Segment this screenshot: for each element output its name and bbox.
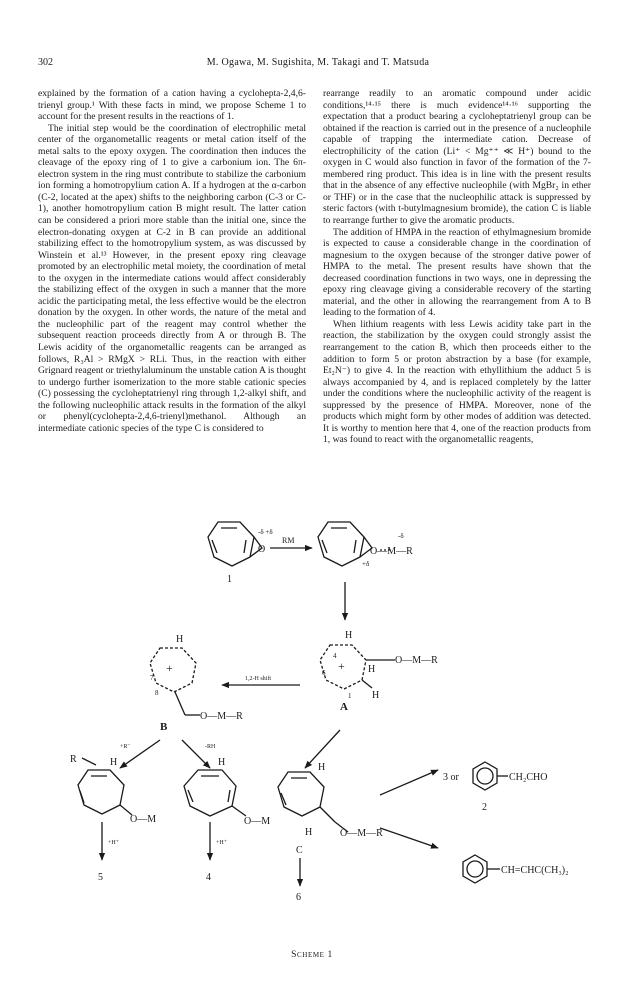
hydrogen-label: H (372, 690, 380, 701)
hydrogen-label: H (176, 634, 184, 645)
reaction-scheme (0, 510, 624, 990)
hydrogen-label: H (110, 757, 118, 768)
scheme-caption: Scheme 1 (291, 950, 333, 960)
c-omr-label: O—M—R (340, 828, 383, 839)
delta-right-label: -δ (398, 532, 404, 540)
plus-label: + (338, 659, 345, 673)
om-label: O—M (244, 816, 271, 827)
cation-c-label: C (296, 845, 303, 856)
three-or-label: 3 or (443, 772, 459, 783)
compound-4-label: 4 (206, 872, 211, 883)
page-number: 302 (38, 57, 53, 68)
delta-top-label: -δ +δ (258, 528, 273, 536)
hydrogen-label: H (368, 664, 376, 675)
cation-b-omr-label: O—M—R (200, 711, 243, 722)
cation-a-label: A (340, 701, 348, 713)
atom-number: 4 (333, 652, 337, 660)
running-title: M. Ogawa, M. Sugishita, M. Takagi and T. Matsuda (206, 57, 430, 68)
paragraph: The initial step would be the coordination of electrophilic metal center of the organometallic reagents or metal cation itself of the metal salts to the epoxy oxygen. The coordination then induces the cleavage of the epoxy ring of 1 to give a carbonium ion. The 6π-electron system in the ring must contribute to stabilize the carbonium ion forming a homotropylium cation A. If a hydrogen at the α-carbon (C-2, located at the apex) shifts to the neighboring carbon (C-3 or C-1), another homotropylium cation B might result. The latter cation can be considered a priori more stable than the initial one, since the electron-donating oxygen at C-2 in B can provide an additional stabilizing effect to the homotropylium system, as was discussed by Winstein et al.¹³ However, in the present epoxy ring cleavage promoted by an electrophilic metal moiety, the coordination of metal to the oxygen in the intermediate cations would affect considerably the stabilizing effect of the oxygen in such a manner that the more acidic the participating metal, the less effective would be the electron donation by the oxygen. In other words, the nature of the metal and the nucleophilic part of the reagent may control whether the subsequent reaction proceeds directly from A or through B. The Lewis acidity of the organometallic reagents can be arranged as follows, R₃Al > RMgX > RLi. Thus, in the reaction with either Grignard reagent or triethylaluminum the unstable cation A is thought to undergo further isomerization to the more stable cationic species (C) possessing the cycloheptatrienyl ring through 1,2-alkyl shift, and the following nucleophilic attack results in the formation of the alkyl or phenyl(cyclohepta-2,4,6-trienyl)methanol. Although an intermediate cationic species of the type C is considered to (38, 122, 306, 434)
atom-number: 6 (322, 669, 326, 677)
h-shift-label: 1,2-H shift (245, 676, 271, 682)
compound-1-label: 1 (227, 574, 232, 585)
hydrogen-label: H (305, 827, 313, 838)
reagent-label: +R⁻ (120, 744, 131, 750)
plus-delta-label: +δ (362, 560, 370, 568)
atom-number: 7 (150, 674, 154, 682)
reagent-label: -RH (205, 744, 216, 750)
hydrogen-label: H (345, 630, 353, 641)
atom-number: 1 (348, 692, 352, 700)
cation-a-omr-label: O—M—R (395, 655, 438, 666)
om-label: O—M (130, 814, 157, 825)
reagent-label: RM (282, 536, 295, 545)
oxygen-label: O (258, 544, 266, 555)
paragraph: rearrange readily to an aromatic compound under acidic conditions,¹⁴·¹⁵ there is much evidence¹⁴·¹⁶ supporting the expectation that a product bearing a cycloheptatrienyl group can be obtained if the reaction is carried out in the presence of a nucleophile capable of trapping the intermediate cation. Decrease of electrophilicity of the cation (Li⁺ < Mg⁺⁺ ≪ H⁺) bound to the oxygen in C would also function in favor of the formation of the 7-membered ring product. This idea is in line with the present results that in the absence of any effective nucleophile (with MgBr₂ in ether or THF) or in the case that the nucleophilic attack is suppressed by steric factors (with t-butylmagnesium bromide), the cation C is liable to rearrange further to give the aromatic products. (323, 88, 591, 227)
left-column (38, 88, 306, 434)
complex-label: O—M—R (370, 546, 413, 557)
cation-b-label: B (160, 721, 168, 733)
alkene-label: CH=CHC(CH₃)₂ (501, 865, 569, 876)
hydrogen-label: H (318, 762, 326, 773)
page-header (38, 57, 598, 71)
reagent-label: +H⁺ (216, 840, 227, 846)
paragraph: When lithium reagents with less Lewis acidity take part in the reaction, the stabilization by the oxygen could strongly assist the rearrangement to the cation B, which then proceeds either to the addition to form 5 or proton abstraction by a base (for example, Et₂N⁻) to give 4. In the reaction with ethyllithium the adduct 5 is always accompanied by 4, and is replaced completely by the latter under the conditions where the nucleophilic activity of the reagent is suppressed by the presence of HMPA. Moreover, none of the products which might form by other modes of addition was detected. It is worthy to mention here that 4, one of the reaction products from 1, was found to react with the organometallic reagents, (323, 318, 591, 446)
compound-2-label: 2 (482, 802, 487, 813)
paragraph: The addition of HMPA in the reaction of ethylmagnesium bromide is expected to cause a considerable change in the coordination of magnesium to the oxygen because of the stronger dative power of HMPA to the metal. The present results have shown that the decreased coordination functions in two ways, one in depressing the epoxy ring cleavage giving a considerable recovery of the starting material, and the other in allowing the rearrangement from A to B leading to the formation of 4. (323, 226, 591, 319)
r-group-label: R (70, 754, 77, 765)
aldehyde-label: CH₂CHO (509, 772, 548, 783)
paragraph: explained by the formation of a cation having a cyclohepta-2,4,6-trienyl group.¹ With these facts in mind, we propose Scheme 1 to account for the present results in the reactions of 1. (38, 88, 306, 123)
right-column (323, 88, 591, 446)
hydrogen-label: H (218, 757, 226, 768)
compound-6-label: 6 (296, 892, 301, 903)
compound-5-label: 5 (98, 872, 103, 883)
plus-label: + (166, 661, 173, 675)
atom-number: 8 (155, 689, 159, 697)
reagent-label: +H⁺ (108, 840, 119, 846)
